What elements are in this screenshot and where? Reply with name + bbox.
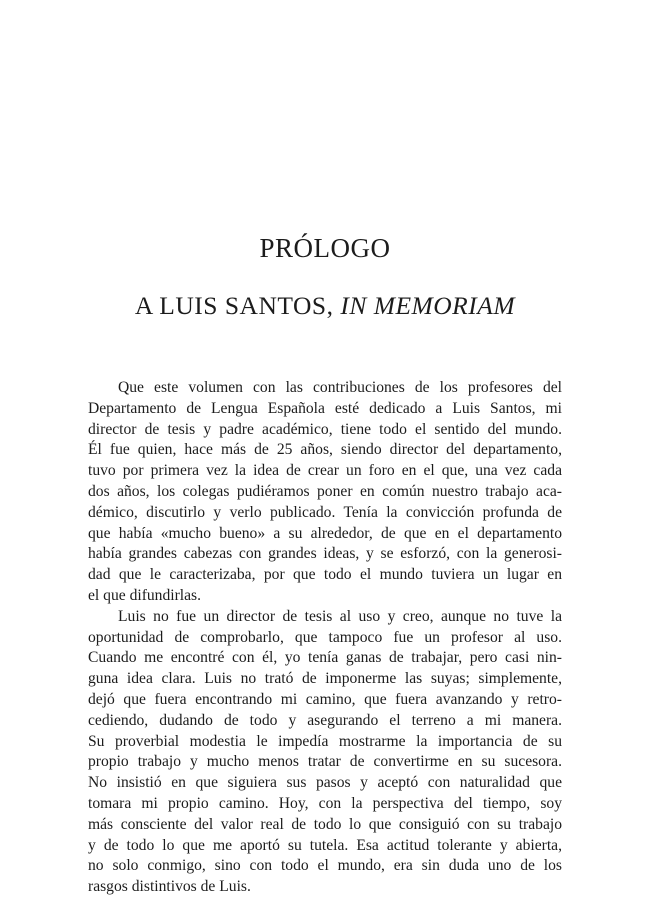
page-title: PRÓLOGO [259, 233, 391, 263]
dedication-subtitle [0, 291, 650, 321]
text-line: No insistió en que siguiera sus pasos y aceptó con naturalidad que [88, 774, 562, 792]
text-line: y de todo lo que me aportó su tutela. Esa actitud tolerante y abierta, [88, 836, 562, 854]
text-line: guna idea clara. Luis no trató de imponerme las suyas; simplemente, [88, 670, 562, 688]
text-line: rasgos distintivos de Luis. [88, 878, 251, 896]
text-line: tuvo por primera vez la idea de crear un foro en el que, una vez cada [88, 462, 562, 480]
text-line: que había «mucho bueno» a su alrededor, de que en el departamento [88, 524, 562, 542]
text-line: dos años, los colegas pudiéramos poner en común nuestro trabajo aca- [88, 482, 562, 500]
text-line: Que este volumen con las contribuciones de los profesores del [118, 379, 562, 396]
text-line: Cuando me encontré con él, yo tenía ganas de trabajar, pero casi nin- [88, 649, 562, 667]
text-line: propio trabajo y mucho menos tratar de convertirme en su sucesora. [88, 753, 562, 771]
paragraph-2 [88, 607, 562, 898]
text-line: cediendo, dudando de todo y asegurando el terreno a mi manera. [88, 711, 562, 729]
prologue-body [88, 378, 562, 898]
text-line: no solo conmigo, sino con todo el mundo, era sin duda uno de los [88, 857, 562, 875]
dedication-in-memoriam: IN MEMORIAM [340, 291, 516, 320]
text-line: dad que le caracterizaba, por que todo el mundo tuviera un lugar en [88, 566, 562, 584]
text-line: démico, discutirlo y verlo publicado. Tenía la convicción profunda de [88, 503, 562, 521]
text-line: Su proverbial modestia le impedía mostrarme la importancia de su [88, 732, 562, 750]
text-line: Él fue quien, hace más de 25 años, siendo director del departamento, [88, 441, 562, 459]
text-line: director de tesis y padre académico, tiene todo el sentido del mundo. [88, 420, 562, 438]
text-line: oportunidad de comprobarlo, que tampoco fue un profesor al uso. [88, 628, 562, 646]
text-line: el que difundirlas. [88, 586, 202, 604]
text-line: más consciente del valor real de todo lo que consiguió con su trabajo [88, 815, 562, 833]
text-line: tomara mi propio camino. Hoy, con la perspectiva del tiempo, soy [88, 794, 562, 812]
dedication-name: A LUIS SANTOS, [134, 291, 341, 320]
text-line: dejó que fuera encontrando mi camino, que fuera avanzando y retro- [88, 690, 562, 708]
text-line: Departamento de Lengua Española esté dedicado a Luis Santos, mi [88, 399, 562, 417]
text-line: había grandes cabezas con grandes ideas, y se esforzó, con la generosi- [88, 545, 562, 563]
paragraph-1 [88, 378, 562, 607]
text-line: Luis no fue un director de tesis al uso y creo, aunque no tuve la [118, 607, 562, 625]
